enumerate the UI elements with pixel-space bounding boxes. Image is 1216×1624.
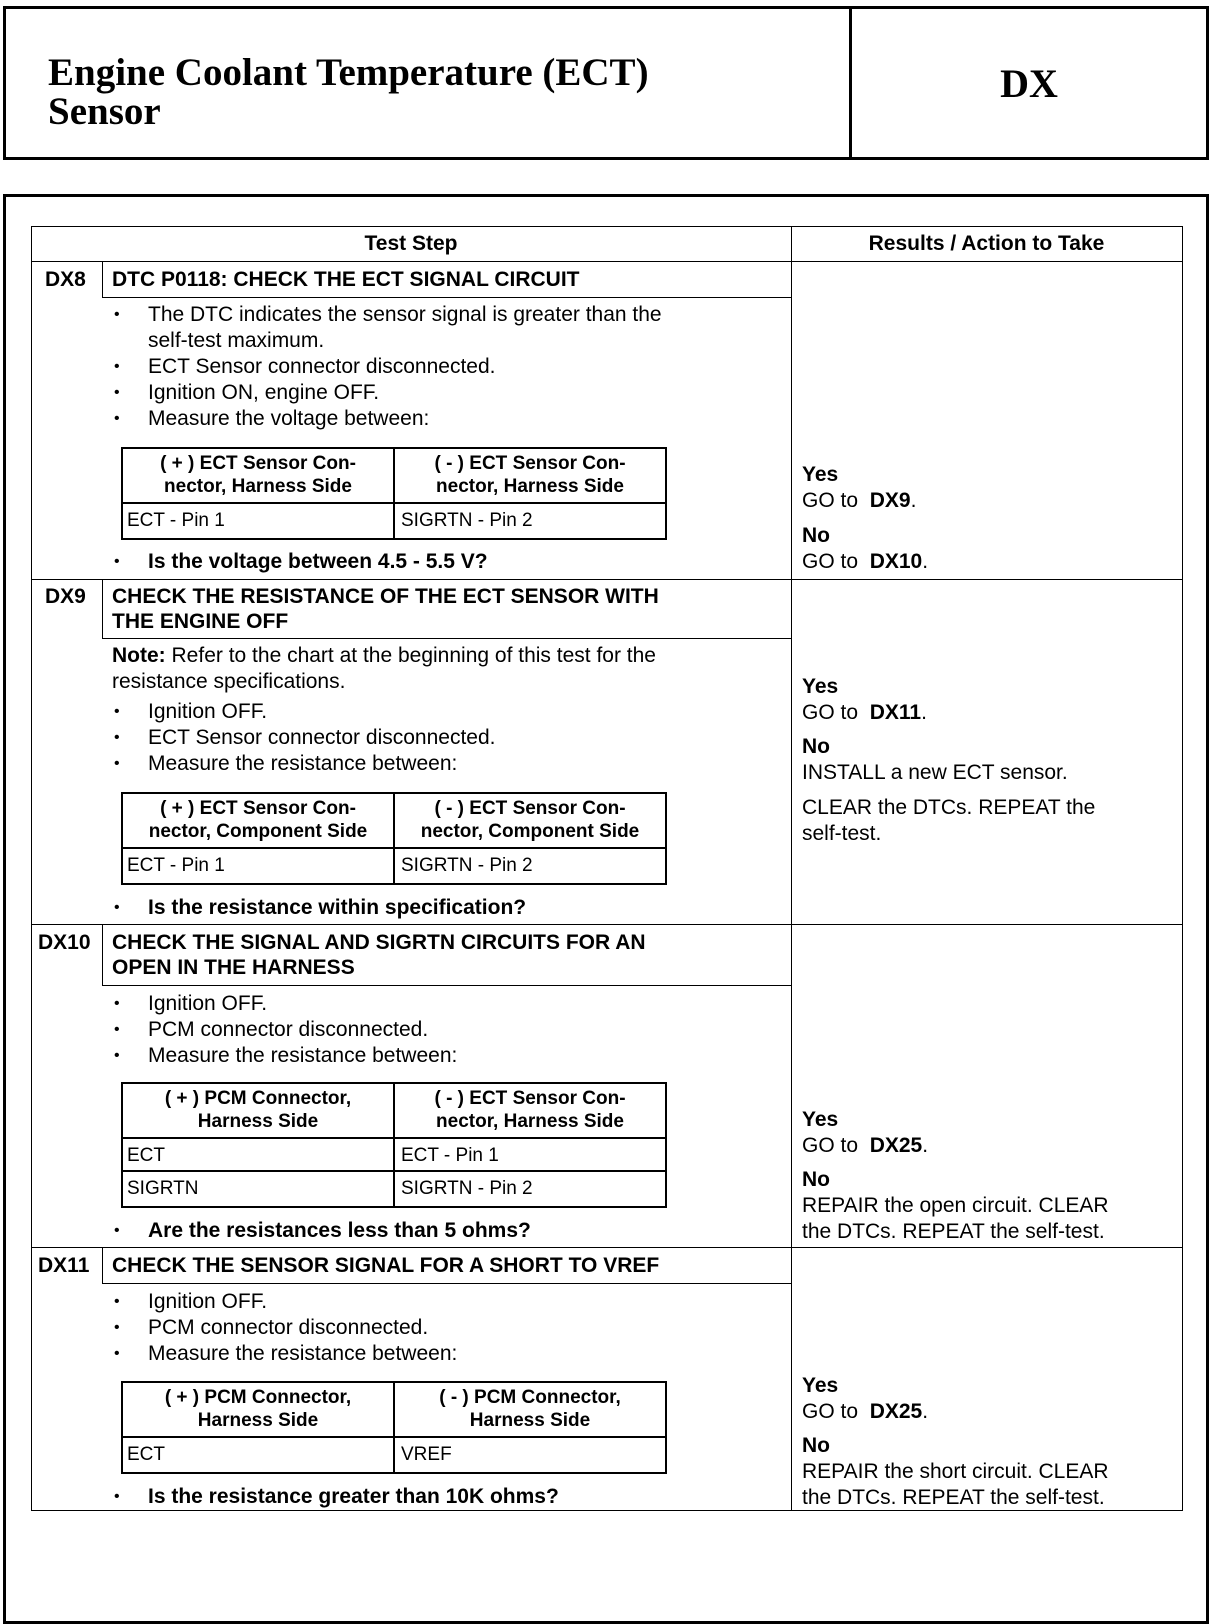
result-no-action: REPAIR the short circuit. CLEAR [802, 1460, 1109, 1483]
step-title-line: CHECK THE SIGNAL AND SIGRTN CIRCUITS FOR AN [112, 931, 646, 954]
goto-target: DX11 [869, 701, 922, 724]
step-instruction: Ignition OFF. [148, 992, 268, 1015]
title-row-divider [102, 1283, 791, 1284]
pin-table-header-line: nector, Harness Side [436, 476, 624, 497]
section-code: DX [1000, 60, 1058, 106]
step-divider [31, 1247, 1182, 1248]
pin-table-cell: SIGRTN - Pin 2 [401, 1178, 533, 1199]
step-title-line: CHECK THE RESISTANCE OF THE ECT SENSOR WITH [112, 585, 659, 608]
pin-table-cell: ECT [127, 1145, 165, 1166]
pin-table-cell: SIGRTN [127, 1178, 199, 1199]
table-top-border [31, 226, 1182, 227]
result-yes-action: GO to DX25. [802, 1400, 929, 1423]
pin-table-cell: ECT - Pin 1 [127, 855, 225, 876]
pin-table-header-line: Harness Side [197, 1410, 319, 1431]
step-instruction: ECT Sensor connector disconnected. [148, 726, 496, 749]
pin-table-header-line: Harness Side [197, 1111, 319, 1132]
pin-table-cell: ECT [127, 1444, 165, 1465]
result-no-label: No [802, 1168, 830, 1191]
result-no-action: REPAIR the open circuit. CLEAR [802, 1194, 1109, 1217]
pin-table-header-line: ( - ) PCM Connector, [439, 1387, 621, 1408]
pin-table-cell: SIGRTN - Pin 2 [401, 510, 533, 531]
bullet: • [114, 1319, 120, 1336]
pin-table-header-line: ( + ) PCM Connector, [164, 1088, 352, 1109]
result-no-action: the DTCs. REPEAT the self-test. [802, 1220, 1105, 1243]
pin-table-header [123, 797, 393, 843]
pin-table-header-line: Harness Side [469, 1410, 591, 1431]
goto-target: DX25 [869, 1400, 923, 1423]
table-left-border [31, 226, 32, 1511]
step-question: Is the resistance greater than 10K ohms? [148, 1485, 559, 1508]
column-divider [791, 226, 792, 1511]
title-cell [6, 9, 852, 157]
title-row-divider [102, 638, 791, 639]
bullet: • [114, 306, 120, 323]
pin-table-header-line: nector, Harness Side [436, 1111, 624, 1132]
pin-table-header-line: ( - ) ECT Sensor Con- [434, 1088, 626, 1109]
bullet: • [114, 1345, 120, 1362]
pin-table-header [395, 452, 665, 498]
result-no-action: GO to DX10. [802, 550, 929, 573]
step-instruction: Measure the voltage between: [148, 407, 430, 430]
pin-table-header-line: ( + ) PCM Connector, [164, 1387, 352, 1408]
title-line-2: Sensor [48, 90, 161, 133]
result-yes-action: GO to DX11. [802, 701, 927, 724]
pin-table-header-line: nector, Component Side [148, 821, 368, 842]
id-divider [102, 579, 103, 639]
step-instruction: Measure the resistance between: [148, 1044, 458, 1067]
header-bottom-border [31, 261, 1182, 262]
step-instruction: The DTC indicates the sensor signal is greater than the [148, 303, 662, 326]
step-instruction: Measure the resistance between: [148, 1342, 458, 1365]
bullet: • [114, 755, 120, 772]
bullet: • [114, 703, 120, 720]
bullet: • [114, 1488, 120, 1505]
goto-text: GO to [802, 1400, 859, 1423]
goto-target: DX9 [869, 489, 911, 512]
pin-table-header [123, 452, 393, 498]
pin-table [121, 792, 667, 885]
step-question: Is the resistance within specification? [148, 896, 527, 919]
note-text: Refer to the chart at the beginning of this test for the [171, 644, 656, 667]
step-note [112, 644, 656, 668]
page-header [3, 6, 1209, 160]
step-id: DX11 [38, 1254, 90, 1277]
table-bottom-border [31, 1510, 1182, 1511]
pin-table-header [123, 1087, 393, 1133]
pin-table [121, 447, 667, 540]
pin-table-header-line: nector, Component Side [420, 821, 640, 842]
goto-text: GO to [802, 550, 859, 573]
step-title: DTC P0118: CHECK THE ECT SIGNAL CIRCUIT [112, 268, 580, 291]
pin-table-header [395, 1087, 665, 1133]
pin-table-header [395, 797, 665, 843]
goto-text: GO to [802, 1134, 859, 1157]
step-instruction: Ignition OFF. [148, 700, 268, 723]
bullet: • [114, 410, 120, 427]
bullet: • [114, 1047, 120, 1064]
pin-table-header [123, 1386, 393, 1432]
table-right-border [1182, 226, 1183, 1511]
pin-table-header-line: nector, Harness Side [164, 476, 352, 497]
step-instruction: Ignition ON, engine OFF. [148, 381, 380, 404]
pin-table-cell: VREF [401, 1444, 452, 1465]
step-question: Is the voltage between 4.5 - 5.5 V? [148, 550, 488, 573]
result-no-label: No [802, 735, 830, 758]
pin-table-cell: ECT - Pin 1 [401, 1145, 499, 1166]
pin-table-header-line: ( - ) ECT Sensor Con- [434, 798, 626, 819]
id-divider [102, 261, 103, 298]
step-instruction: PCM connector disconnected. [148, 1316, 429, 1339]
title-line-1: Engine Coolant Temperature (ECT) [48, 51, 649, 94]
goto-text: GO to [802, 489, 859, 512]
bullet: • [114, 358, 120, 375]
step-note: resistance specifications. [112, 670, 346, 693]
bullet: • [114, 553, 120, 570]
step-instruction: Ignition OFF. [148, 1290, 268, 1313]
bullet: • [114, 995, 120, 1012]
step-instruction: self-test maximum. [148, 329, 325, 352]
step-id: DX10 [38, 931, 91, 954]
step-instruction: ECT Sensor connector disconnected. [148, 355, 496, 378]
result-yes-label: Yes [802, 675, 839, 698]
bullet: • [114, 1021, 120, 1038]
result-yes-action: GO to DX9. [802, 489, 917, 512]
pin-table [121, 1381, 667, 1474]
result-no-label: No [802, 1434, 830, 1457]
result-no-action: CLEAR the DTCs. REPEAT the [802, 796, 1096, 819]
step-divider [31, 579, 1182, 580]
bullet: • [114, 384, 120, 401]
goto-target: DX25 [869, 1134, 923, 1157]
bullet: • [114, 729, 120, 746]
pin-table [121, 1082, 667, 1208]
result-no-action: self-test. [802, 822, 882, 845]
step-id: DX9 [45, 585, 86, 608]
id-divider [102, 924, 103, 986]
pin-table-cell: ECT - Pin 1 [127, 510, 225, 531]
step-title: CHECK THE SENSOR SIGNAL FOR A SHORT TO VREF [112, 1254, 660, 1277]
step-instruction: PCM connector disconnected. [148, 1018, 429, 1041]
step-id: DX8 [45, 268, 86, 291]
step-question: Are the resistances less than 5 ohms? [148, 1219, 531, 1242]
result-no-label: No [802, 524, 830, 547]
bullet: • [114, 1293, 120, 1310]
column-header-test-step: Test Step [364, 232, 458, 255]
pin-table-header-line: ( + ) ECT Sensor Con- [160, 798, 356, 819]
step-title-line: OPEN IN THE HARNESS [112, 956, 355, 979]
id-divider [102, 1247, 103, 1284]
step-divider [31, 924, 1182, 925]
page-title [48, 53, 649, 131]
result-yes-action: GO to DX25. [802, 1134, 929, 1157]
pin-table-header [395, 1386, 665, 1432]
note-label: Note: [112, 644, 166, 667]
result-yes-label: Yes [802, 1374, 839, 1397]
result-no-action: INSTALL a new ECT sensor. [802, 761, 1068, 784]
bullet: • [114, 899, 120, 916]
pin-table-header-line: ( + ) ECT Sensor Con- [160, 453, 356, 474]
title-row-divider [102, 297, 791, 298]
goto-target: DX10 [869, 550, 923, 573]
bullet: • [114, 1222, 120, 1239]
result-no-action: the DTCs. REPEAT the self-test. [802, 1486, 1105, 1509]
step-title-line: THE ENGINE OFF [112, 610, 289, 633]
column-header-results: Results / Action to Take [868, 232, 1105, 255]
step-instruction: Measure the resistance between: [148, 752, 458, 775]
pin-table-header-line: ( - ) ECT Sensor Con- [434, 453, 626, 474]
result-yes-label: Yes [802, 463, 839, 486]
pin-table-cell: SIGRTN - Pin 2 [401, 855, 533, 876]
title-row-divider [102, 985, 791, 986]
result-yes-label: Yes [802, 1108, 839, 1131]
goto-text: GO to [802, 701, 859, 724]
